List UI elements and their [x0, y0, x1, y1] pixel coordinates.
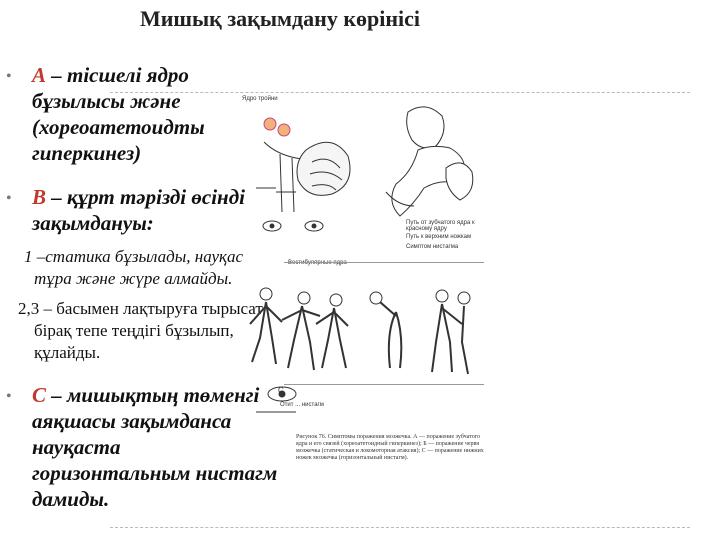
- bullet-a-marker: •: [6, 68, 12, 85]
- bullet-b: [32, 184, 245, 236]
- note-2: [18, 298, 263, 364]
- label-mid-2: Путь к верхним ножкам: [406, 234, 472, 240]
- bullet-c-line: горизонтальным нистагм: [32, 461, 278, 485]
- note-2-line: бірақ тепе теңдігі бұзылып,: [34, 321, 234, 340]
- divider-bottom: [110, 527, 690, 528]
- label-vestibular: Вестибулярные ядра: [288, 260, 347, 266]
- bullet-a: [32, 62, 205, 166]
- label-c-text: Отит ... нистагм: [280, 402, 324, 408]
- bullet-b-line: зақымдануы:: [32, 211, 154, 235]
- bullet-a-key: А: [32, 63, 47, 87]
- bullet-a-line: бұзылысы және: [32, 89, 181, 113]
- label-top: Ядро тройни: [242, 96, 278, 102]
- bullet-c-text: – мишықтың төменгі: [46, 383, 260, 407]
- bullet-c-line: науқаста: [32, 435, 121, 459]
- bullet-c-line: дамиды.: [32, 487, 110, 511]
- note-1-line: тұра және жүре алмайды.: [34, 269, 233, 288]
- bullet-c-line: аяқшасы зақымданса: [32, 409, 232, 433]
- bullet-b-marker: •: [6, 190, 12, 207]
- figure-separator: [284, 384, 484, 385]
- slide-title: Мишық зақымдану көрінісі: [139, 6, 421, 31]
- bullet-c-key: С: [32, 383, 47, 407]
- bullet-a-text: – тісшелі ядро: [46, 63, 189, 87]
- bullet-b-text: – құрт тәрізді өсінді: [46, 185, 245, 209]
- label-mid-3: Симптом нистагма: [406, 244, 459, 250]
- label-mid-1: Путь от зубчатого ядра к красному ядру: [406, 220, 475, 232]
- bullet-b-key: В: [32, 185, 47, 209]
- bullet-c-marker: •: [6, 388, 12, 405]
- illustration-drawing: [236, 92, 486, 484]
- figure-caption: Рисунок 76. Симптомы поражения мозжечка. А — поражение зубчатого ядра и его связей (хореоатетоидный гиперкинез); Б — поражение червя мозжечка (статическая и локомоторная атаксия); С — поражение нижних ножек мозжечка (горизонтальный нистагм).: [296, 434, 484, 461]
- bullet-a-line: гиперкинез): [32, 141, 142, 165]
- label-c: С: [278, 386, 284, 395]
- note-1-line: 1 –статика бұзылады, науқас: [24, 247, 244, 266]
- figure-separator: [284, 262, 484, 263]
- note-2-line: 2,3 – басымен лақтыруға тырысат: [18, 299, 263, 318]
- note-1: [24, 246, 243, 290]
- bullet-a-line: (хореоатетоидты: [32, 115, 205, 139]
- cerebellum-illustration: [236, 92, 486, 484]
- note-2-line: құлайды.: [34, 343, 101, 362]
